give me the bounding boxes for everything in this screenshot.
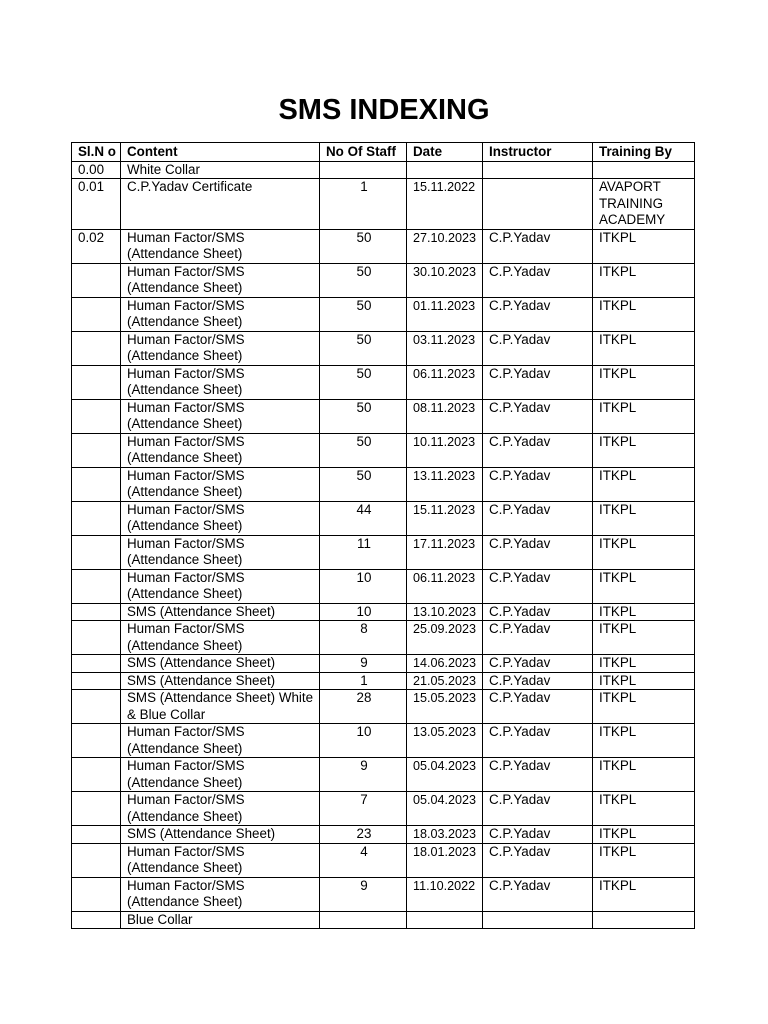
cell-sl-no xyxy=(72,724,121,758)
cell-date: 27.10.2023 xyxy=(407,229,483,263)
cell-training-by: ITKPL xyxy=(593,672,695,690)
cell-date: 06.11.2023 xyxy=(407,365,483,399)
table-row xyxy=(72,621,695,655)
cell-no-of-staff: 50 xyxy=(320,229,407,263)
cell-sl-no: 0.00 xyxy=(72,161,121,179)
cell-instructor: C.P.Yadav xyxy=(483,655,593,673)
cell-content: White Collar xyxy=(121,161,320,179)
cell-no-of-staff: 10 xyxy=(320,724,407,758)
cell-content: Blue Collar xyxy=(121,911,320,929)
table-row xyxy=(72,603,695,621)
cell-sl-no: 0.02 xyxy=(72,229,121,263)
cell-content: Human Factor/SMS (Attendance Sheet) xyxy=(121,724,320,758)
cell-date: 14.06.2023 xyxy=(407,655,483,673)
cell-no-of-staff: 10 xyxy=(320,569,407,603)
cell-date: 17.11.2023 xyxy=(407,535,483,569)
header-no-of-staff: No Of Staff xyxy=(320,143,407,162)
page-title: SMS INDEXING xyxy=(278,94,490,126)
cell-no-of-staff: 50 xyxy=(320,263,407,297)
cell-no-of-staff: 50 xyxy=(320,399,407,433)
cell-instructor: C.P.Yadav xyxy=(483,501,593,535)
header-training-by: Training By xyxy=(593,143,695,162)
cell-training-by: ITKPL xyxy=(593,263,695,297)
cell-date: 15.11.2022 xyxy=(407,179,483,230)
cell-instructor: C.P.Yadav xyxy=(483,331,593,365)
cell-instructor: C.P.Yadav xyxy=(483,758,593,792)
header-instructor: Instructor xyxy=(483,143,593,162)
cell-content: Human Factor/SMS (Attendance Sheet) xyxy=(121,792,320,826)
cell-content: Human Factor/SMS (Attendance Sheet) xyxy=(121,621,320,655)
cell-training-by: ITKPL xyxy=(593,331,695,365)
cell-instructor: C.P.Yadav xyxy=(483,535,593,569)
cell-date xyxy=(407,161,483,179)
cell-instructor: C.P.Yadav xyxy=(483,603,593,621)
cell-training-by: ITKPL xyxy=(593,501,695,535)
cell-content: Human Factor/SMS (Attendance Sheet) xyxy=(121,433,320,467)
cell-no-of-staff: 8 xyxy=(320,621,407,655)
cell-no-of-staff: 23 xyxy=(320,826,407,844)
cell-training-by: ITKPL xyxy=(593,433,695,467)
cell-date: 25.09.2023 xyxy=(407,621,483,655)
table-row xyxy=(72,399,695,433)
cell-no-of-staff: 1 xyxy=(320,179,407,230)
cell-training-by: AVAPORT TRAINING ACADEMY xyxy=(593,179,695,230)
cell-content: Human Factor/SMS (Attendance Sheet) xyxy=(121,229,320,263)
cell-no-of-staff: 7 xyxy=(320,792,407,826)
cell-instructor: C.P.Yadav xyxy=(483,621,593,655)
cell-instructor: C.P.Yadav xyxy=(483,365,593,399)
cell-content: C.P.Yadav Certificate xyxy=(121,179,320,230)
cell-no-of-staff: 11 xyxy=(320,535,407,569)
cell-date: 01.11.2023 xyxy=(407,297,483,331)
cell-sl-no xyxy=(72,365,121,399)
cell-content: SMS (Attendance Sheet) White & Blue Collar xyxy=(121,690,320,724)
cell-instructor: C.P.Yadav xyxy=(483,724,593,758)
cell-training-by: ITKPL xyxy=(593,621,695,655)
cell-instructor: C.P.Yadav xyxy=(483,792,593,826)
table-row xyxy=(72,655,695,673)
cell-training-by: ITKPL xyxy=(593,569,695,603)
cell-content: Human Factor/SMS (Attendance Sheet) xyxy=(121,535,320,569)
cell-no-of-staff: 50 xyxy=(320,467,407,501)
cell-content: Human Factor/SMS (Attendance Sheet) xyxy=(121,467,320,501)
cell-instructor: C.P.Yadav xyxy=(483,467,593,501)
cell-sl-no xyxy=(72,263,121,297)
cell-date: 10.11.2023 xyxy=(407,433,483,467)
cell-content: SMS (Attendance Sheet) xyxy=(121,672,320,690)
cell-content: Human Factor/SMS (Attendance Sheet) xyxy=(121,263,320,297)
cell-no-of-staff: 10 xyxy=(320,603,407,621)
table-row xyxy=(72,501,695,535)
cell-training-by: ITKPL xyxy=(593,843,695,877)
cell-no-of-staff: 50 xyxy=(320,297,407,331)
cell-no-of-staff: 50 xyxy=(320,365,407,399)
cell-sl-no xyxy=(72,501,121,535)
table-row xyxy=(72,535,695,569)
table-row xyxy=(72,569,695,603)
sms-index-table xyxy=(71,142,695,929)
cell-training-by: ITKPL xyxy=(593,758,695,792)
cell-training-by: ITKPL xyxy=(593,399,695,433)
cell-no-of-staff: 28 xyxy=(320,690,407,724)
cell-sl-no xyxy=(72,535,121,569)
cell-no-of-staff: 1 xyxy=(320,672,407,690)
cell-date xyxy=(407,911,483,929)
cell-training-by: ITKPL xyxy=(593,229,695,263)
cell-date: 13.11.2023 xyxy=(407,467,483,501)
cell-sl-no xyxy=(72,655,121,673)
cell-date: 05.04.2023 xyxy=(407,758,483,792)
cell-no-of-staff: 4 xyxy=(320,843,407,877)
table-row xyxy=(72,690,695,724)
cell-date: 03.11.2023 xyxy=(407,331,483,365)
cell-date: 15.05.2023 xyxy=(407,690,483,724)
header-date: Date xyxy=(407,143,483,162)
cell-content: Human Factor/SMS (Attendance Sheet) xyxy=(121,877,320,911)
cell-content: Human Factor/SMS (Attendance Sheet) xyxy=(121,569,320,603)
cell-sl-no xyxy=(72,399,121,433)
table-row xyxy=(72,877,695,911)
cell-sl-no xyxy=(72,297,121,331)
cell-instructor: C.P.Yadav xyxy=(483,672,593,690)
cell-instructor: C.P.Yadav xyxy=(483,263,593,297)
cell-instructor: C.P.Yadav xyxy=(483,826,593,844)
cell-instructor: C.P.Yadav xyxy=(483,433,593,467)
cell-content: Human Factor/SMS (Attendance Sheet) xyxy=(121,501,320,535)
cell-date: 18.01.2023 xyxy=(407,843,483,877)
cell-no-of-staff: 50 xyxy=(320,433,407,467)
cell-date: 13.10.2023 xyxy=(407,603,483,621)
cell-instructor: C.P.Yadav xyxy=(483,877,593,911)
table-row xyxy=(72,331,695,365)
cell-instructor: C.P.Yadav xyxy=(483,229,593,263)
table-row xyxy=(72,161,695,179)
cell-training-by xyxy=(593,161,695,179)
cell-instructor: C.P.Yadav xyxy=(483,399,593,433)
cell-content: SMS (Attendance Sheet) xyxy=(121,603,320,621)
cell-instructor: C.P.Yadav xyxy=(483,690,593,724)
cell-sl-no xyxy=(72,877,121,911)
cell-no-of-staff: 9 xyxy=(320,758,407,792)
cell-content: SMS (Attendance Sheet) xyxy=(121,655,320,673)
cell-training-by: ITKPL xyxy=(593,724,695,758)
cell-training-by xyxy=(593,911,695,929)
cell-content: Human Factor/SMS (Attendance Sheet) xyxy=(121,399,320,433)
cell-training-by: ITKPL xyxy=(593,792,695,826)
table-body xyxy=(72,161,695,929)
cell-sl-no xyxy=(72,569,121,603)
cell-sl-no xyxy=(72,433,121,467)
cell-sl-no: 0.01 xyxy=(72,179,121,230)
cell-sl-no xyxy=(72,690,121,724)
cell-no-of-staff xyxy=(320,911,407,929)
cell-content: Human Factor/SMS (Attendance Sheet) xyxy=(121,758,320,792)
table-row xyxy=(72,263,695,297)
cell-sl-no xyxy=(72,621,121,655)
table-row xyxy=(72,365,695,399)
cell-content: Human Factor/SMS (Attendance Sheet) xyxy=(121,331,320,365)
cell-sl-no xyxy=(72,672,121,690)
cell-training-by: ITKPL xyxy=(593,603,695,621)
table-row xyxy=(72,229,695,263)
table-header-row xyxy=(72,143,695,162)
cell-date: 30.10.2023 xyxy=(407,263,483,297)
cell-training-by: ITKPL xyxy=(593,826,695,844)
cell-sl-no xyxy=(72,792,121,826)
table-row xyxy=(72,724,695,758)
cell-sl-no xyxy=(72,758,121,792)
cell-sl-no xyxy=(72,467,121,501)
table-row xyxy=(72,792,695,826)
table-row xyxy=(72,433,695,467)
cell-training-by: ITKPL xyxy=(593,877,695,911)
cell-training-by: ITKPL xyxy=(593,655,695,673)
cell-no-of-staff xyxy=(320,161,407,179)
cell-instructor: C.P.Yadav xyxy=(483,297,593,331)
cell-no-of-staff: 9 xyxy=(320,655,407,673)
cell-instructor xyxy=(483,179,593,230)
cell-sl-no xyxy=(72,603,121,621)
cell-date: 11.10.2022 xyxy=(407,877,483,911)
cell-date: 13.05.2023 xyxy=(407,724,483,758)
cell-instructor: C.P.Yadav xyxy=(483,569,593,603)
cell-content: Human Factor/SMS (Attendance Sheet) xyxy=(121,297,320,331)
cell-instructor xyxy=(483,161,593,179)
cell-no-of-staff: 9 xyxy=(320,877,407,911)
cell-sl-no xyxy=(72,843,121,877)
cell-date: 21.05.2023 xyxy=(407,672,483,690)
table-row xyxy=(72,843,695,877)
cell-no-of-staff: 44 xyxy=(320,501,407,535)
table-row xyxy=(72,758,695,792)
cell-date: 05.04.2023 xyxy=(407,792,483,826)
cell-date: 18.03.2023 xyxy=(407,826,483,844)
cell-sl-no xyxy=(72,826,121,844)
cell-sl-no xyxy=(72,911,121,929)
table-row xyxy=(72,911,695,929)
cell-sl-no xyxy=(72,331,121,365)
cell-training-by: ITKPL xyxy=(593,365,695,399)
header-content: Content xyxy=(121,143,320,162)
cell-training-by: ITKPL xyxy=(593,690,695,724)
table-row xyxy=(72,467,695,501)
cell-date: 15.11.2023 xyxy=(407,501,483,535)
table-row xyxy=(72,672,695,690)
cell-content: Human Factor/SMS (Attendance Sheet) xyxy=(121,365,320,399)
table-row xyxy=(72,179,695,230)
cell-instructor xyxy=(483,911,593,929)
cell-training-by: ITKPL xyxy=(593,535,695,569)
cell-content: Human Factor/SMS (Attendance Sheet) xyxy=(121,843,320,877)
cell-training-by: ITKPL xyxy=(593,467,695,501)
cell-content: SMS (Attendance Sheet) xyxy=(121,826,320,844)
cell-instructor: C.P.Yadav xyxy=(483,843,593,877)
cell-training-by: ITKPL xyxy=(593,297,695,331)
header-sl-no: Sl.N o xyxy=(72,143,121,162)
table-row xyxy=(72,297,695,331)
table-row xyxy=(72,826,695,844)
cell-no-of-staff: 50 xyxy=(320,331,407,365)
cell-date: 08.11.2023 xyxy=(407,399,483,433)
cell-date: 06.11.2023 xyxy=(407,569,483,603)
